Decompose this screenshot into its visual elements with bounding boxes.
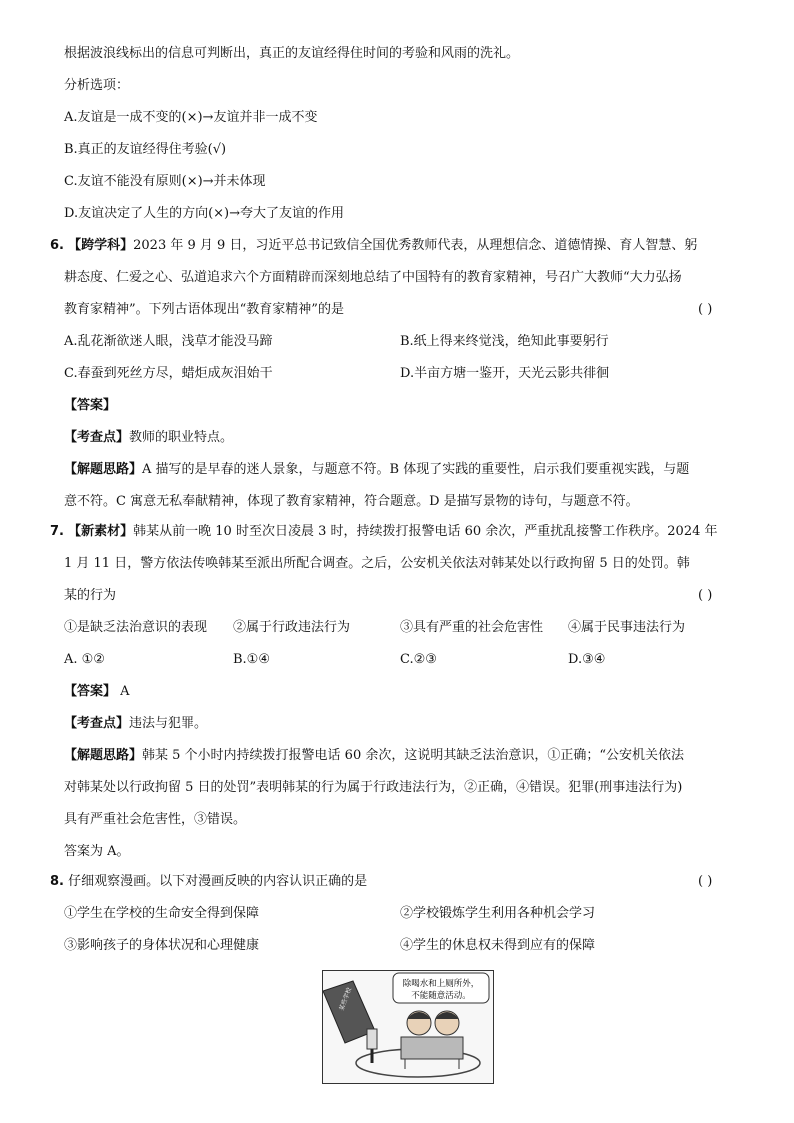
- q7-statement-3: ③具有严重的社会危害性: [400, 620, 544, 635]
- q7-tag: 【新素材】: [68, 524, 134, 539]
- cartoon-caption-2: 不能随意活动。: [411, 991, 471, 1001]
- q6-option-c: C.春蚕到死丝方尽，蜡炬成灰泪始干: [64, 366, 273, 381]
- q7-solution-text-1: 韩某 5 个小时内持续拨打报警电话 60 余次，这说明其缺乏法治意识，①正确；“公安机关依法: [142, 748, 685, 763]
- q7-answer-value: A: [120, 684, 130, 699]
- q7-point-text: 违法与犯罪。: [129, 716, 208, 731]
- analysis-label: 分析选项：: [64, 78, 130, 93]
- q6-point: [64, 429, 233, 447]
- hand-shape: [367, 1029, 377, 1049]
- q7-line2: 1 月 11 日，警方依法传唤韩某至派出所配合调查。之后，公安机关依法对韩某处以行政拘留 5 日的处罚。韩: [64, 556, 690, 571]
- q6-line1: [50, 237, 697, 255]
- child-right-hair: [435, 1012, 459, 1019]
- q7-final-answer: 答案为 A。: [64, 844, 130, 859]
- q7-text-1: 韩某从前一晚 10 时至次日凌晨 3 时，持续拨打报警电话 60 余次，严重扰乱接警工作秩序。2024 年: [133, 524, 718, 539]
- q7-statement-2: ②属于行政违法行为: [233, 620, 351, 635]
- q8-line1: [50, 873, 367, 891]
- cartoon-sleeve-label: 某些学校: [338, 986, 354, 1012]
- q8-statement-2: ②学校锻炼学生利用各种机会学习: [400, 906, 596, 921]
- q7-solution-1: [64, 747, 684, 765]
- q6-line3: 教育家精神”。下列古语体现出“教育家精神”的是: [64, 302, 344, 317]
- q7-point-label: 【考查点】: [64, 716, 130, 731]
- q6-solution-text-1: A 描写的是早春的迷人景象，与题意不符。B 体现了实践的重要性，启示我们要重视实践，与题: [142, 462, 690, 477]
- intro-option-d: D.友谊决定了人生的方向(×)→夸大了友谊的作用: [64, 206, 345, 221]
- q7-line1: [50, 523, 718, 541]
- q7-answer: [64, 683, 130, 701]
- q7-solution-2: 对韩某处以行政拘留 5 日的处罚”表明韩某的行为属于行政违法行为，②正确，④错误。犯罪(刑事违法行为): [64, 780, 683, 795]
- q6-answer: [64, 397, 116, 415]
- child-left-hair: [407, 1012, 431, 1019]
- q6-option-d: D.半亩方塘一鉴开，天光云影共徘徊: [400, 366, 610, 381]
- q7-statement-1: ①是缺乏法治意识的表现: [64, 620, 208, 635]
- q8-number: 8.: [50, 874, 64, 889]
- q7-answer-label: 【答案】: [64, 684, 117, 699]
- q7-solution-label: 【解题思路】: [64, 748, 143, 763]
- cartoon-illustration: [322, 970, 494, 1084]
- intro-conclusion: 根据波浪线标出的信息可判断出，真正的友谊经得住时间的考验和风雨的洗礼。: [64, 46, 520, 61]
- q7-option-a: A. ①②: [64, 652, 105, 667]
- cartoon-drawing: [323, 971, 493, 1083]
- q6-point-label: 【考查点】: [64, 430, 130, 445]
- q7-option-c: C.②③: [400, 652, 437, 667]
- q8-answer-paren: ( ): [698, 874, 713, 889]
- q6-number: 6.: [50, 238, 64, 253]
- intro-option-a: A.友谊是一成不变的(×)→友谊并非一成不变: [64, 110, 318, 125]
- q7-number: 7.: [50, 524, 64, 539]
- q7-option-b: B.①④: [233, 652, 270, 667]
- q6-solution-2: 意不符。C 寓意无私奉献精神，体现了教育家精神，符合题意。D 是描写景物的诗句，与题意不符。: [64, 494, 639, 509]
- cartoon-caption-1: 除喝水和上厕所外，: [402, 979, 480, 989]
- q8-statement-3: ③影响孩子的身体状况和心理健康: [64, 938, 260, 953]
- q6-text-1: 2023 年 9 月 9 日，习近平总书记致信全国优秀教师代表，从理想信念、道德情操、育人智慧、躬: [133, 238, 698, 253]
- q7-option-d: D.③④: [568, 652, 606, 667]
- q8-stem: 仔细观察漫画。以下对漫画反映的内容认识正确的是: [68, 874, 368, 889]
- q6-point-text: 教师的职业特点。: [129, 430, 234, 445]
- q7-answer-paren: ( ): [698, 588, 713, 603]
- q7-point: [64, 715, 207, 733]
- intro-option-c: C.友谊不能没有原则(×)→并未体现: [64, 174, 266, 189]
- q6-answer-paren: ( ): [698, 302, 713, 317]
- desk-shape: [401, 1037, 463, 1059]
- q6-line2: 耕态度、仁爱之心、弘道追求六个方面精辟而深刻地总结了中国特有的教育家精神，号召广大教师“大力弘扬: [64, 270, 682, 285]
- q6-solution-label: 【解题思路】: [64, 462, 143, 477]
- q6-option-a: A.乱花渐欲迷人眼，浅草才能没马蹄: [64, 334, 273, 349]
- q6-tag: 【跨学科】: [68, 238, 134, 253]
- q7-statement-4: ④属于民事违法行为: [568, 620, 686, 635]
- q8-statement-4: ④学生的休息权未得到应有的保障: [400, 938, 596, 953]
- q7-solution-3: 具有严重社会危害性，③错误。: [64, 812, 247, 827]
- intro-option-b: B.真正的友谊经得住考验(√): [64, 142, 227, 157]
- q6-solution-1: [64, 461, 689, 479]
- q6-answer-label: 【答案】: [64, 398, 117, 413]
- q7-line3: 某的行为: [64, 588, 117, 603]
- q6-option-b: B.纸上得来终觉浅，绝知此事要躬行: [400, 334, 609, 349]
- q8-statement-1: ①学生在学校的生命安全得到保障: [64, 906, 260, 921]
